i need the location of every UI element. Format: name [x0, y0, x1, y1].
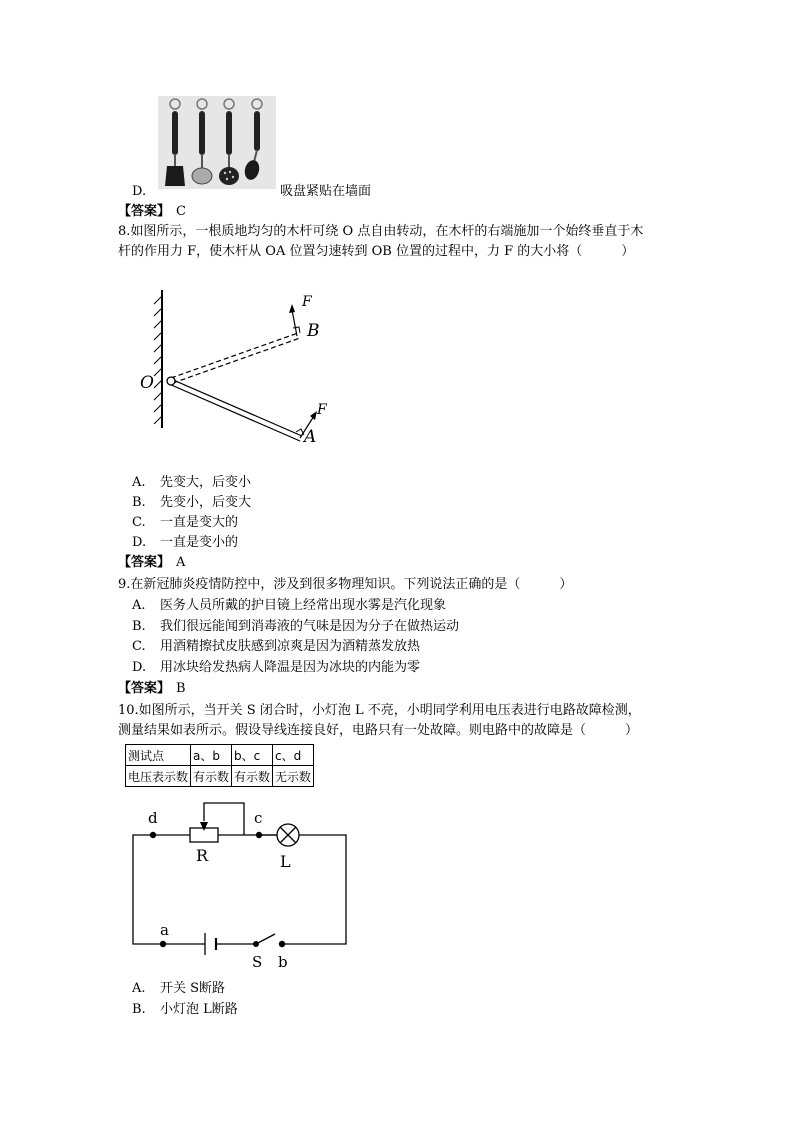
table-row: [126, 766, 314, 787]
table-cell: a、b: [191, 745, 232, 766]
label-r: R: [196, 846, 209, 865]
table-cell: b、c: [232, 745, 273, 766]
q8-lever-figure: [140, 288, 350, 453]
node-a: [160, 941, 166, 947]
q7-option-d-letter: D.: [132, 184, 147, 199]
q8-option-c: C. 一直是变大的: [132, 515, 239, 530]
table-cell: c、d: [273, 745, 314, 766]
q10-result-table: [125, 744, 314, 787]
table-cell: 有示数: [191, 766, 232, 787]
answer-value: C: [176, 204, 186, 219]
q10-option-a: A. 开关 S断路: [132, 981, 226, 996]
kitchen-utensils-image: [158, 96, 276, 189]
node-c: [256, 832, 262, 838]
label-f-bottom: F: [317, 402, 327, 418]
q7-answer: [118, 202, 186, 222]
q9-option-a: A. 医务人员所戴的护目镜上经常出现水雾是汽化现象: [132, 598, 447, 613]
label-a: a: [160, 921, 169, 939]
label-l: L: [280, 852, 291, 871]
force-arrow-b: [289, 304, 300, 336]
switch-s: [256, 934, 275, 944]
q9-option-d: D. 用冰块给发热病人降温是因为冰块的内能为零: [132, 660, 421, 675]
slider-wire: [204, 803, 244, 835]
rod-oa: [169, 379, 302, 441]
node-b: [279, 941, 285, 947]
q10-stem-line1: 10.如图所示，当开关 S 闭合时，小灯泡 L 不亮，小明同学利用电压表进行电路故障检测，: [118, 703, 641, 718]
q9-stem: 9.在新冠肺炎疫情防控中，涉及到很多物理知识。下列说法正确的是（ ）: [118, 577, 573, 592]
node-d: [150, 832, 156, 838]
pivot-o: [167, 377, 175, 385]
q7-option-d-text: 吸盘紧贴在墙面: [280, 184, 372, 199]
rod-ob-dashed: [171, 333, 300, 383]
label-b: B: [307, 321, 320, 341]
wall-hatching: [154, 296, 162, 424]
q8-answer: 【答案】 A: [118, 555, 186, 570]
q8-option-d: D. 一直是变小的: [132, 535, 239, 550]
wire-left-bottom: [133, 883, 205, 944]
label-o: O: [140, 373, 154, 393]
wire-left-top: [133, 835, 190, 883]
q10-stem-line2: 测量结果如表所示。假设导线连接良好，电路只有一处故障。则电路中的故障是（ ）: [118, 723, 639, 738]
q10-circuit-diagram: [120, 795, 360, 975]
q10-option-b: B. 小灯泡 L断路: [132, 1002, 238, 1017]
wire-right: [282, 835, 346, 944]
label-b: b: [278, 953, 288, 971]
table-cell: 电压表示数: [126, 766, 191, 787]
q8-option-b: B. 先变小，后变大: [132, 495, 252, 510]
label-c: c: [254, 809, 263, 827]
table-cell: 无示数: [273, 766, 314, 787]
label-d: d: [148, 809, 158, 827]
q9-option-b: B. 我们很远能闻到消毒液的气味是因为分子在做热运动: [132, 619, 460, 634]
label-a: A: [304, 427, 317, 447]
q8-stem-line2: 杆的作用力 F，使木杆从 OA 位置匀速转到 OB 位置的过程中，力 F 的大小将（ ）: [118, 244, 635, 259]
q8-option-a: A. 先变大，后变小: [132, 475, 252, 490]
switch-pivot: [253, 941, 259, 947]
label-s: S: [252, 953, 263, 971]
label-f-top: F: [302, 294, 312, 310]
slider-arrow: [200, 822, 208, 831]
table-cell: 有示数: [232, 766, 273, 787]
table-row: [126, 745, 314, 766]
q9-answer: 【答案】 B: [118, 681, 186, 696]
q7-photo: [158, 96, 276, 189]
q8-stem-line1: 8.如图所示，一根质地均匀的木杆可绕 O 点自由转动，在木杆的右端施加一个始终垂直于木: [118, 224, 644, 239]
q9-option-c: C. 用酒精擦拭皮肤感到凉爽是因为酒精蒸发放热: [132, 639, 421, 654]
table-cell: 测试点: [126, 745, 191, 766]
answer-tag: 【答案】: [118, 204, 171, 219]
